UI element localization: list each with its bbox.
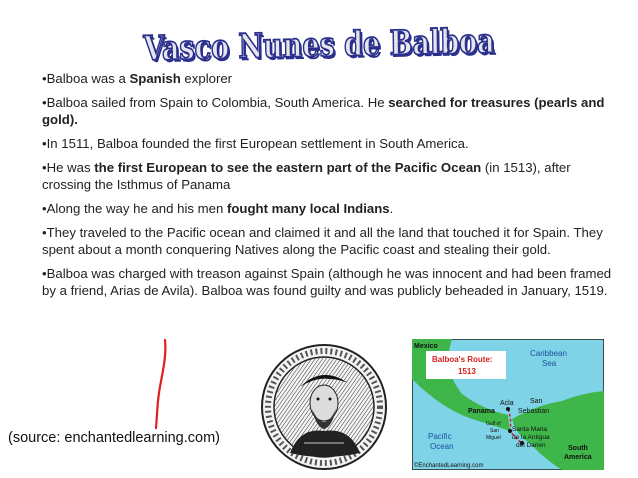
map-label-ocean: Ocean [430,442,454,451]
map-label-pacific: Pacific [428,432,452,441]
bullet-item: • Balboa was charged with treason against Spain (although he was innocent and had been framed by a friend, Arias de Avila). Balboa was found guilty and was publicly beheaded in January, 1519. [42,265,612,299]
balboa-route-map [412,339,604,470]
bullet-item: • In 1511, Balboa founded the first European settlement in South America. [42,135,612,152]
map-label-caribbean: Caribbean [530,349,567,358]
map-label-sea: Sea [542,359,557,368]
red-annotation-line [145,338,175,430]
bullet-item: • They traveled to the Pacific ocean and claimed it and all the land that touched it for Spain. They spent about a month conquering Natives along the Pacific coast and stealing their gold. [42,224,612,258]
bullet-list [42,70,612,306]
map-label-santa-1: Santa Maria [512,426,548,433]
balboa-portrait-image [260,343,388,471]
source-caption: (source: enchantedlearning.com) [8,430,220,446]
map-label-south: South [568,445,588,452]
map-credit: ©EnchantedLearning.com [414,463,484,469]
map-label-gulf-3: Miguel [486,435,501,441]
map-label-santa-3: del Darien [516,442,546,449]
bullet-item: • Along the way he and his men fought many local Indians. [42,200,612,217]
map-label-santa-2: de la Antigua [512,434,550,441]
bullet-item: • Balboa sailed from Spain to Colombia, South America. He searched for treasures (pearls and gold). [42,94,612,128]
map-label-gulf-2: San [490,428,499,434]
map-label-san: San [530,398,543,405]
map-route-year: 1513 [458,367,476,376]
map-route-title: Balboa's Route: [432,355,493,364]
map-label-america: America [564,454,592,461]
map-label-mexico: Mexico [414,343,438,350]
bullet-item: • He was the first European to see the eastern part of the Pacific Ocean (in 1513), after crossing the Isthmus of Panama [42,159,612,193]
map-label-panama: Panama [468,408,495,415]
slide-title: Vasco Nunes de Balboa [143,22,495,69]
map-label-acla: Acla [500,400,514,407]
bullet-item: • Balboa was a Spanish explorer [42,70,612,87]
map-label-gulf-1: Gulf of [486,421,501,427]
map-label-sebastian: Sebastian [518,408,550,415]
